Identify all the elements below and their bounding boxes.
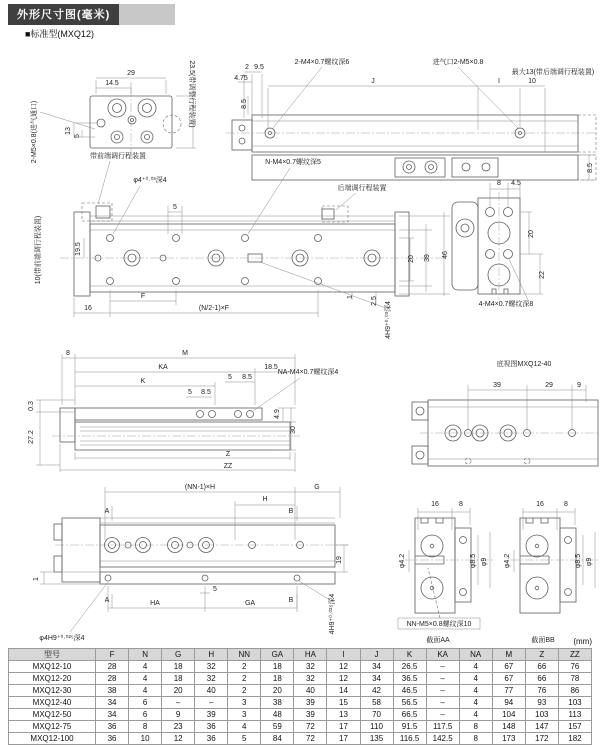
dim-label: ZZ: [223, 463, 233, 470]
value-cell: 20: [261, 685, 294, 697]
dim-label: 16: [536, 501, 544, 508]
column-header: HA: [294, 649, 327, 661]
dim-label: (N/2-1)×F: [198, 305, 230, 312]
dim-label: 19: [336, 556, 343, 564]
dim-label: 5: [74, 134, 81, 138]
dim-label: 16: [431, 501, 439, 508]
dim-label: 8.5: [241, 99, 248, 109]
value-cell: 32: [195, 673, 228, 685]
value-cell: 110: [360, 721, 393, 733]
value-cell: 18: [162, 673, 195, 685]
value-cell: 4: [459, 685, 492, 697]
value-cell: 6: [129, 697, 162, 709]
value-cell: 3: [228, 697, 261, 709]
value-cell: 13: [327, 709, 360, 721]
column-header: M: [492, 649, 525, 661]
dim-label: 2.5: [371, 296, 378, 306]
dim-label: 20: [528, 230, 535, 238]
table-row: [9, 721, 592, 733]
plan-view-drawing: [33, 151, 450, 339]
dim-label: 5: [228, 374, 232, 381]
value-cell: 40: [195, 685, 228, 697]
value-cell: 4: [129, 661, 162, 673]
title-bar-tail: [119, 4, 175, 25]
value-cell: –: [162, 697, 195, 709]
value-cell: –: [426, 709, 459, 721]
value-cell: 157: [558, 721, 591, 733]
value-cell: 76: [525, 685, 558, 697]
value-cell: 23: [162, 721, 195, 733]
value-cell: 32: [294, 673, 327, 685]
value-cell: 4: [129, 685, 162, 697]
value-cell: 38: [96, 685, 129, 697]
dim-label: 18.5: [264, 364, 278, 371]
model-cell: MXQ12-40: [9, 697, 96, 709]
dim-label: 8.5: [242, 374, 252, 381]
section-mark-b: B: [288, 508, 294, 515]
value-cell: 56.5: [393, 697, 426, 709]
dim-label: H: [262, 496, 268, 503]
value-cell: 58: [360, 697, 393, 709]
value-cell: 18: [261, 673, 294, 685]
value-cell: 34: [360, 661, 393, 673]
dim-label: φ9: [586, 557, 593, 567]
dim-label: J: [371, 78, 375, 85]
dim-label: φ4.2: [504, 553, 511, 569]
side-view-drawing: [28, 350, 338, 472]
value-cell: 182: [558, 733, 591, 745]
dim-label: 27.2: [28, 430, 35, 444]
column-header: KA: [426, 649, 459, 661]
dim-label: φ9: [481, 557, 488, 567]
note-thread-4xm4-depth8: 4-M4×0.7螺纹深8: [478, 301, 534, 308]
dim-label: M: [182, 350, 188, 357]
value-cell: 4: [459, 697, 492, 709]
dim-label: I: [498, 78, 500, 85]
dim-label: 8: [564, 501, 568, 508]
value-cell: 46.5: [393, 685, 426, 697]
value-cell: 72: [294, 733, 327, 745]
dim-label: 2: [245, 64, 249, 71]
model-cell: MXQ12-30: [9, 685, 96, 697]
value-cell: 172: [525, 733, 558, 745]
value-cell: –: [426, 685, 459, 697]
value-cell: 3: [228, 709, 261, 721]
value-cell: 36: [96, 721, 129, 733]
dim-label: 8.5: [587, 163, 594, 173]
dim-label: 8: [66, 350, 70, 357]
value-cell: 66: [525, 673, 558, 685]
value-cell: 18: [261, 661, 294, 673]
value-cell: 86: [558, 685, 591, 697]
column-header: NA: [459, 649, 492, 661]
value-cell: 17: [327, 733, 360, 745]
value-cell: 5: [228, 733, 261, 745]
value-cell: 39: [294, 709, 327, 721]
value-cell: 77: [492, 685, 525, 697]
dim-label: Z: [225, 451, 231, 458]
dim-label: 20: [408, 255, 415, 263]
value-cell: 91.5: [393, 721, 426, 733]
dim-label: 5: [173, 204, 177, 211]
dim-label: 5: [213, 586, 217, 593]
value-cell: 8: [459, 721, 492, 733]
table-row: [9, 685, 592, 697]
column-header: Z: [525, 649, 558, 661]
value-cell: 9: [162, 709, 195, 721]
value-cell: 66.5: [393, 709, 426, 721]
note-4h9-depth4: 4H9⁺⁰·⁰³深4: [385, 301, 392, 339]
dim-label: G: [314, 484, 320, 491]
value-cell: 148: [492, 721, 525, 733]
section-aa-caption: 截面AA: [426, 637, 450, 644]
value-cell: 59: [261, 721, 294, 733]
dim-label: φ8.5: [575, 553, 582, 569]
column-header: N: [129, 649, 162, 661]
model-cell: MXQ12-100: [9, 733, 96, 745]
value-cell: 66: [525, 661, 558, 673]
column-header: F: [96, 649, 129, 661]
model-cell: MXQ12-75: [9, 721, 96, 733]
value-cell: 36: [96, 733, 129, 745]
value-cell: 28: [96, 661, 129, 673]
value-cell: –: [426, 673, 459, 685]
value-cell: 2: [228, 673, 261, 685]
value-cell: 147: [525, 721, 558, 733]
dim-label: φ4.2: [399, 553, 406, 569]
value-cell: 67: [492, 673, 525, 685]
value-cell: 70: [360, 709, 393, 721]
dim-label: GA: [244, 600, 256, 607]
value-cell: 42: [360, 685, 393, 697]
end-view-drawing: [29, 60, 197, 163]
value-cell: 113: [558, 709, 591, 721]
model-cell: MXQ12-20: [9, 673, 96, 685]
dim-label: HA: [150, 600, 160, 607]
dim-label: 22: [539, 271, 546, 279]
note-dowel-4h9: φ4H9⁺⁰·⁰²⁵深4: [39, 635, 85, 642]
value-cell: 6: [129, 709, 162, 721]
dim-label: 8.5: [201, 389, 211, 396]
dim-label: K: [140, 378, 146, 385]
note-air-port-m5: 进气口2-M5×0.8: [432, 59, 484, 66]
dim-label: 39: [424, 254, 431, 262]
dim-label: 4.75: [234, 75, 248, 82]
dim-label: 8: [459, 501, 463, 508]
value-cell: 36: [195, 721, 228, 733]
note-dowel-hole-depth4: φ4⁺⁰·⁰³深4: [133, 177, 167, 184]
value-cell: 12: [162, 733, 195, 745]
value-cell: 39: [195, 709, 228, 721]
value-cell: 142.5: [426, 733, 459, 745]
value-cell: 2: [228, 661, 261, 673]
dimensions-table: [8, 648, 592, 745]
table-row: [9, 709, 592, 721]
table-row: [9, 661, 592, 673]
section-bb-caption: 截面BB: [531, 637, 555, 644]
dim-label: 4.5: [511, 180, 521, 187]
note-left-stroke: 10(带前端调行程装置): [35, 215, 42, 285]
dim-label: 30: [290, 426, 297, 434]
unit-label: (mm): [573, 637, 592, 646]
value-cell: 4: [459, 661, 492, 673]
value-cell: 93: [525, 697, 558, 709]
value-cell: 2: [228, 685, 261, 697]
section-mark-b: B: [288, 597, 294, 604]
note-max-13: 最大13(带后端调行程装置): [511, 69, 595, 76]
dim-label: 39: [493, 382, 501, 389]
table-row: [9, 673, 592, 685]
value-cell: 34: [96, 697, 129, 709]
note-dowel-4h9-side: 4H9⁺⁰·⁰²⁵深4: [329, 593, 336, 635]
dim-label: 46: [442, 251, 449, 259]
value-cell: 36: [195, 733, 228, 745]
value-cell: 39: [294, 697, 327, 709]
value-cell: 14: [327, 685, 360, 697]
value-cell: 4: [459, 709, 492, 721]
standard-type-subtitle: ■标准型(MXQ12): [25, 29, 94, 39]
model-cell: MXQ12-10: [9, 661, 96, 673]
column-header: K: [393, 649, 426, 661]
value-cell: 117.5: [426, 721, 459, 733]
dim-label: 9: [577, 382, 581, 389]
value-cell: 12: [327, 661, 360, 673]
value-cell: 94: [492, 697, 525, 709]
column-header: I: [327, 649, 360, 661]
table-row: [9, 697, 592, 709]
page-title-bar: [8, 4, 175, 25]
dim-label: F: [140, 293, 146, 300]
value-cell: 104: [492, 709, 525, 721]
column-header: J: [360, 649, 393, 661]
dim-label: 29: [127, 70, 135, 77]
value-cell: 173: [492, 733, 525, 745]
value-cell: 4: [459, 673, 492, 685]
note-thread-m4x07-depth6: 2-M4×0.7螺纹深6: [294, 59, 350, 66]
dim-label: (NN-1)×H: [184, 484, 216, 491]
section-mark-a: A: [104, 508, 110, 515]
value-cell: 78: [558, 673, 591, 685]
value-cell: 34: [96, 709, 129, 721]
dim-label: 14.5: [105, 80, 119, 87]
value-cell: –: [426, 661, 459, 673]
bottom-view-mxq12-40-drawing: [412, 359, 598, 466]
value-cell: 67: [492, 661, 525, 673]
bottom-view-title: 底视图MXQ12-40: [496, 361, 552, 368]
value-cell: 26.5: [393, 661, 426, 673]
column-header: H: [195, 649, 228, 661]
section-mark-a: A: [104, 597, 110, 604]
value-cell: 8: [129, 721, 162, 733]
value-cell: 4: [129, 673, 162, 685]
value-cell: 32: [195, 661, 228, 673]
note-front-stroke-adjuster: 带前端调行程装置: [90, 153, 146, 160]
model-cell: MXQ12-50: [9, 709, 96, 721]
value-cell: 32: [294, 661, 327, 673]
dim-label: 5: [188, 389, 192, 396]
value-cell: 15: [327, 697, 360, 709]
value-cell: 34: [360, 673, 393, 685]
value-cell: 4: [228, 721, 261, 733]
value-cell: 17: [327, 721, 360, 733]
column-header: GA: [261, 649, 294, 661]
page-title: 外形尺寸图(毫米): [8, 4, 119, 25]
column-header: 型号: [9, 649, 96, 661]
note-air-ports: 2-M5×0.8(进气通口): [31, 100, 38, 164]
dim-label: 19.5: [75, 242, 82, 256]
cross-section-drawing: [452, 180, 546, 308]
note-stroke-adjuster-range: 23.5(带调整行程装置): [188, 60, 195, 128]
note-na-thread-depth4: NA-M4×0.7螺纹深4: [277, 369, 339, 376]
value-cell: –: [426, 697, 459, 709]
dim-label: φ8.5: [470, 553, 477, 569]
value-cell: 84: [261, 733, 294, 745]
value-cell: 12: [327, 673, 360, 685]
value-cell: 8: [459, 733, 492, 745]
column-header: ZZ: [558, 649, 591, 661]
note-thread-m4x07-depth5: N-M4×0.7螺纹深5: [265, 159, 321, 166]
dim-label: 8: [497, 180, 501, 187]
dim-label: 4.9: [274, 409, 281, 419]
value-cell: 76: [558, 661, 591, 673]
value-cell: 116.5: [393, 733, 426, 745]
value-cell: 38: [261, 697, 294, 709]
value-cell: 72: [294, 721, 327, 733]
value-cell: 10: [129, 733, 162, 745]
value-cell: 103: [525, 709, 558, 721]
value-cell: 20: [162, 685, 195, 697]
table-row: [9, 733, 592, 745]
note-nn-thread-depth10: NN-M5×0.8螺纹深10: [406, 621, 472, 628]
value-cell: 18: [162, 661, 195, 673]
dim-label: 0.3: [28, 401, 35, 411]
note-rear-stroke-adjuster: 后端调行程装置: [337, 185, 387, 192]
bottom-plan-drawing: [33, 484, 350, 642]
value-cell: –: [195, 697, 228, 709]
dim-label: 10: [528, 78, 536, 85]
value-cell: 28: [96, 673, 129, 685]
dim-label: 16: [84, 305, 92, 312]
dim-label: 13: [65, 127, 72, 135]
dim-label: KA: [158, 364, 168, 371]
value-cell: 40: [294, 685, 327, 697]
section-views-drawing: [398, 501, 598, 644]
value-cell: 48: [261, 709, 294, 721]
dim-label: 1: [33, 577, 40, 581]
column-header: NN: [228, 649, 261, 661]
column-header: G: [162, 649, 195, 661]
dim-label: 1: [347, 295, 354, 299]
header-row: [9, 649, 592, 661]
value-cell: 36.5: [393, 673, 426, 685]
value-cell: 135: [360, 733, 393, 745]
value-cell: 103: [558, 697, 591, 709]
dim-label: 9.5: [254, 64, 264, 71]
dim-label: 29: [545, 382, 553, 389]
